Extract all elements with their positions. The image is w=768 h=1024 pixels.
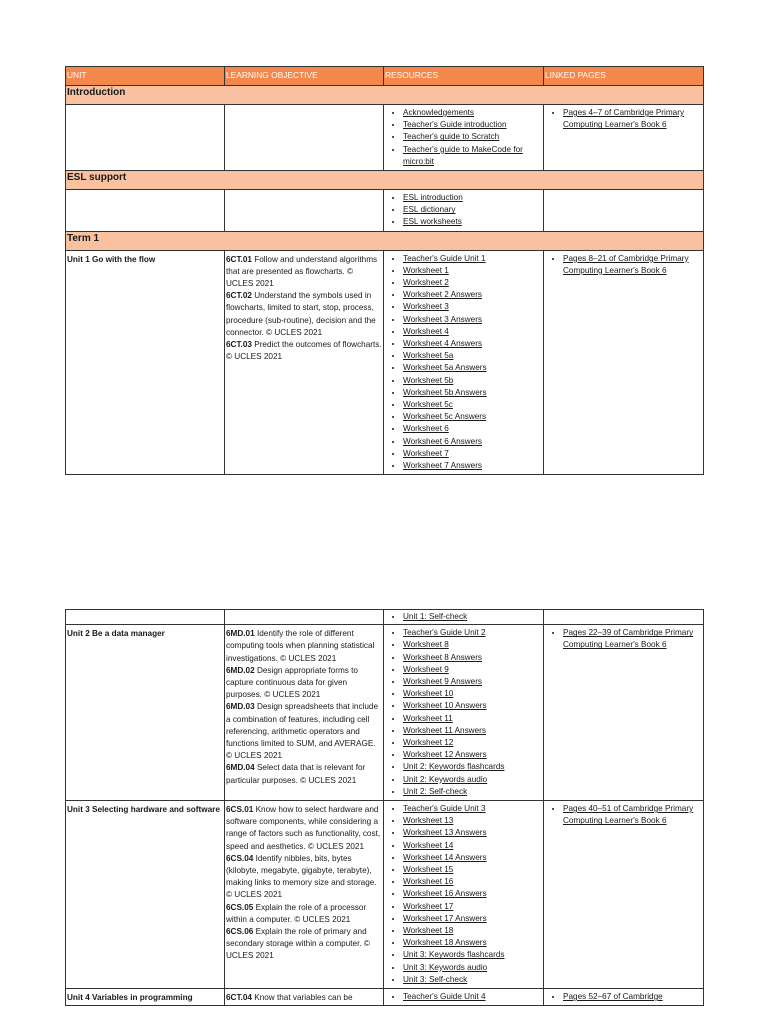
linked-pages-cell (544, 610, 704, 625)
resource-list (385, 253, 542, 473)
objective-code: 6MD.03 (226, 702, 255, 712)
learning-objective (226, 629, 374, 662)
table-row-unit-1-continued (66, 610, 704, 625)
resource-link[interactable]: • Worksheet 17 (403, 901, 542, 913)
resource-link[interactable]: • Worksheet 6 (403, 423, 542, 435)
objective-cell (225, 105, 384, 171)
resource-link[interactable]: • Unit 2: Self-check (403, 786, 542, 798)
learning-objective (226, 666, 358, 699)
unit-title: Unit 3 Selecting hardware and software (66, 801, 225, 989)
objective-cell (225, 250, 384, 475)
resource-link[interactable]: • Worksheet 18 Answers (403, 937, 542, 949)
unit-cell (66, 190, 225, 232)
objective-code: 6CS.04 (226, 853, 254, 863)
linked-pages-cell (544, 250, 704, 475)
objective-code: 6CT.01 (226, 254, 252, 264)
learning-objective (226, 854, 377, 900)
resource-link[interactable]: • Teacher's Guide Unit 2 (403, 627, 542, 639)
curriculum-table-page-2 (65, 609, 704, 1006)
resource-link[interactable]: • Worksheet 9 Answers (403, 676, 542, 688)
objective-text: Know how to select hardware and software components, while considering a range of factors such as functionality, cost, speed and aesthetics. © UCLES 2021 (226, 805, 381, 851)
resource-link[interactable]: • Worksheet 12 (403, 737, 542, 749)
objective-text: Follow and understand algorithms that are presented as flowcharts. © UCLES 2021 (226, 254, 378, 289)
resource-link[interactable]: • Worksheet 5a Answers (403, 362, 542, 374)
resource-link[interactable]: • Worksheet 14 (403, 840, 542, 852)
resource-link[interactable]: • Worksheet 2 Answers (403, 289, 542, 301)
resource-link[interactable]: • Worksheet 15 (403, 864, 542, 876)
resource-link[interactable]: • Unit 2: Keywords flashcards (403, 761, 542, 773)
resource-link[interactable]: • Pages 22–39 of Cambridge Primary Computing Learner's Book 6 (563, 627, 702, 651)
resource-link[interactable]: • Acknowledgements (403, 107, 542, 119)
linked-pages-list (545, 253, 702, 277)
header-learning-objective: LEARNING OBJECTIVE (225, 67, 384, 86)
resource-list (385, 107, 542, 168)
objective-cell (225, 190, 384, 232)
section-row-esl (66, 171, 704, 190)
curriculum-table-page-1 (65, 66, 704, 475)
resource-link[interactable]: • Teacher's guide to Scratch (403, 131, 542, 143)
resource-link[interactable]: • Worksheet 2 (403, 277, 542, 289)
resource-link[interactable]: • Worksheet 5b (403, 375, 542, 387)
section-row-introduction (66, 86, 704, 105)
linked-pages-list (545, 803, 702, 827)
resource-link[interactable]: • Worksheet 8 (403, 639, 542, 651)
table-row-unit-2 (66, 625, 704, 801)
table-row-unit-4 (66, 989, 704, 1006)
objective-text: Identify the role of different computing tools when planning statistical investigations. © UCLES 2021 (226, 629, 375, 663)
learning-objective (226, 805, 380, 851)
unit-cell (66, 610, 225, 625)
header-resources: RESOURCES (384, 67, 544, 86)
resource-list (385, 611, 542, 623)
unit-title: Unit 4 Variables in programming (66, 989, 225, 1006)
resource-link[interactable]: • Unit 2: Keywords audio (403, 774, 542, 786)
learning-objective (226, 291, 376, 337)
linked-pages-cell (544, 989, 704, 1006)
resource-link[interactable]: • Worksheet 10 Answers (403, 700, 542, 712)
resource-link[interactable]: • Worksheet 5b Answers (403, 387, 542, 399)
objective-text: Select data that is relevant for particular purposes. © UCLES 2021 (226, 763, 366, 785)
learning-objective (226, 702, 378, 760)
resource-link[interactable]: • Worksheet 7 (403, 448, 542, 460)
section-row-term-1 (66, 231, 704, 250)
resource-link[interactable]: • Teacher's Guide Unit 1 (403, 253, 542, 265)
section-title: ESL support (66, 171, 704, 190)
objective-cell (225, 625, 384, 801)
linked-pages-cell (544, 190, 704, 232)
resource-link[interactable]: • Worksheet 11 (403, 713, 542, 725)
resource-link[interactable]: • Worksheet 4 (403, 326, 542, 338)
objective-text: Explain the role of primary and secondary storage within a computer. © UCLES 2021 (226, 927, 370, 961)
resource-link[interactable]: • Worksheet 8 Answers (403, 652, 542, 664)
learning-objective (226, 340, 382, 361)
objective-text: Understand the symbols used in flowcharts, limited to start, stop, process, procedure (sub-routine), decision and the connector. © UCLES 2021 (226, 291, 376, 337)
objective-text: Design appropriate forms to capture continuous data for given purposes. © UCLES 2021 (226, 665, 358, 700)
objective-code: 6CS.05 (226, 902, 254, 912)
resource-link[interactable]: • Worksheet 5a (403, 350, 542, 362)
resource-link[interactable]: • Pages 8–21 of Cambridge Primary Computing Learner's Book 6 (563, 253, 702, 277)
table-row-introduction (66, 105, 704, 171)
resource-link[interactable]: • Worksheet 5c (403, 399, 542, 411)
objective-code: 6MD.04 (226, 763, 255, 773)
resources-cell (384, 801, 544, 989)
header-unit: UNIT (66, 67, 225, 86)
table-row-unit-1 (66, 250, 704, 475)
section-title: Term 1 (66, 231, 704, 250)
resources-cell (384, 190, 544, 232)
resource-link[interactable]: • ESL introduction (403, 192, 542, 204)
objective-code: 6MD.01 (226, 629, 255, 639)
page-1-table-wrap (65, 66, 703, 475)
header-linked-pages: LINKED PAGES (544, 67, 704, 86)
learning-objective (226, 903, 366, 924)
learning-objective (226, 993, 353, 1002)
resource-list (385, 192, 542, 229)
section-title: Introduction (66, 86, 704, 105)
resource-link[interactable]: • Pages 40–51 of Cambridge Primary Computing Learner's Book 6 (563, 803, 702, 827)
learning-objective (226, 763, 365, 784)
objective-code: 6CS.06 (226, 927, 254, 937)
resource-link[interactable]: • Worksheet 16 Answers (403, 888, 542, 900)
table-row-esl (66, 190, 704, 232)
resource-link[interactable]: • Worksheet 12 Answers (403, 749, 542, 761)
resource-link[interactable]: • Teacher's Guide introduction (403, 119, 542, 131)
unit-title: Unit 2 Be a data manager (66, 625, 225, 801)
resource-link[interactable]: • ESL worksheets (403, 216, 542, 228)
resource-link[interactable]: • Unit 3: Keywords flashcards (403, 949, 542, 961)
linked-pages-list (545, 991, 702, 1003)
resources-cell (384, 989, 544, 1006)
resource-link[interactable]: • Worksheet 3 (403, 301, 542, 313)
objective-text: Identify nibbles, bits, bytes (kilobyte, megabyte, gigabyte, terabyte), making links to memory size and storage. © UCLES 2021 (226, 853, 377, 900)
resource-link[interactable]: • Worksheet 11 Answers (403, 725, 542, 737)
unit-title: Unit 1 Go with the flow (66, 250, 225, 475)
objective-text: Know that variables can be (251, 993, 353, 1003)
linked-pages-cell (544, 105, 704, 171)
resource-link[interactable]: • Teacher's Guide Unit 4 (403, 991, 542, 1003)
unit-cell (66, 105, 225, 171)
resource-list (385, 627, 542, 798)
resource-link[interactable]: • Worksheet 4 Answers (403, 338, 542, 350)
learning-objective (226, 255, 377, 288)
resources-cell (384, 610, 544, 625)
objective-code: 6CS.01 (226, 805, 254, 815)
resources-cell (384, 250, 544, 475)
objective-code: 6CT.04 (226, 993, 252, 1003)
objective-code: 6CT.03 (226, 340, 252, 350)
objective-text: Explain the role of a processor within a computer. © UCLES 2021 (226, 902, 367, 924)
linked-pages-list (545, 107, 702, 131)
resources-cell (384, 105, 544, 171)
resource-link[interactable]: • Teacher's Guide Unit 3 (403, 803, 542, 815)
resource-link[interactable]: • Worksheet 9 (403, 664, 542, 676)
linked-pages-cell (544, 625, 704, 801)
objective-text: Design spreadsheets that include a combination of features, including cell referencing, arithmetic operators and functions limited to SUM, and AVERAGE. © UCLES 2021 (226, 702, 379, 761)
resource-link[interactable]: • Worksheet 5c Answers (403, 411, 542, 423)
objective-cell (225, 610, 384, 625)
linked-pages-list (545, 627, 702, 651)
resource-link[interactable]: • Unit 3: Keywords audio (403, 962, 542, 974)
objective-code: 6CT.02 (226, 291, 252, 301)
objective-cell (225, 801, 384, 989)
resource-link[interactable]: • Pages 4–7 of Cambridge Primary Computing Learner's Book 6 (563, 107, 702, 131)
resources-cell (384, 625, 544, 801)
resource-link[interactable]: • Worksheet 13 Answers (403, 827, 542, 839)
table-row-unit-3 (66, 801, 704, 989)
resource-link[interactable]: • Unit 1: Self-check (403, 611, 542, 623)
objective-cell (225, 989, 384, 1006)
resource-link[interactable]: • ESL dictionary (403, 204, 542, 216)
objective-code: 6MD.02 (226, 665, 255, 675)
resource-link[interactable]: • Worksheet 16 (403, 876, 542, 888)
resource-link[interactable]: • Unit 3: Self-check (403, 974, 542, 986)
resource-list (385, 803, 542, 986)
resource-link[interactable]: • Worksheet 18 (403, 925, 542, 937)
objective-text: Predict the outcomes of flowcharts. © UCLES 2021 (226, 340, 382, 362)
linked-pages-cell (544, 801, 704, 989)
resource-link[interactable]: • Worksheet 10 (403, 688, 542, 700)
resource-link[interactable]: • Worksheet 1 (403, 265, 542, 277)
learning-objective (226, 927, 370, 960)
resource-link[interactable]: • Pages 52–67 of Cambridge (563, 991, 702, 1003)
resource-list (385, 991, 542, 1003)
table-header-row (66, 67, 704, 86)
resource-link[interactable]: • Teacher's guide to MakeCode for micro:bit (403, 144, 542, 168)
resource-link[interactable]: • Worksheet 3 Answers (403, 314, 542, 326)
resource-link[interactable]: • Worksheet 14 Answers (403, 852, 542, 864)
resource-link[interactable]: • Worksheet 6 Answers (403, 436, 542, 448)
resource-link[interactable]: • Worksheet 7 Answers (403, 460, 542, 472)
resource-link[interactable]: • Worksheet 13 (403, 815, 542, 827)
resource-link[interactable]: • Worksheet 17 Answers (403, 913, 542, 925)
page-2-table-wrap (65, 609, 703, 1006)
